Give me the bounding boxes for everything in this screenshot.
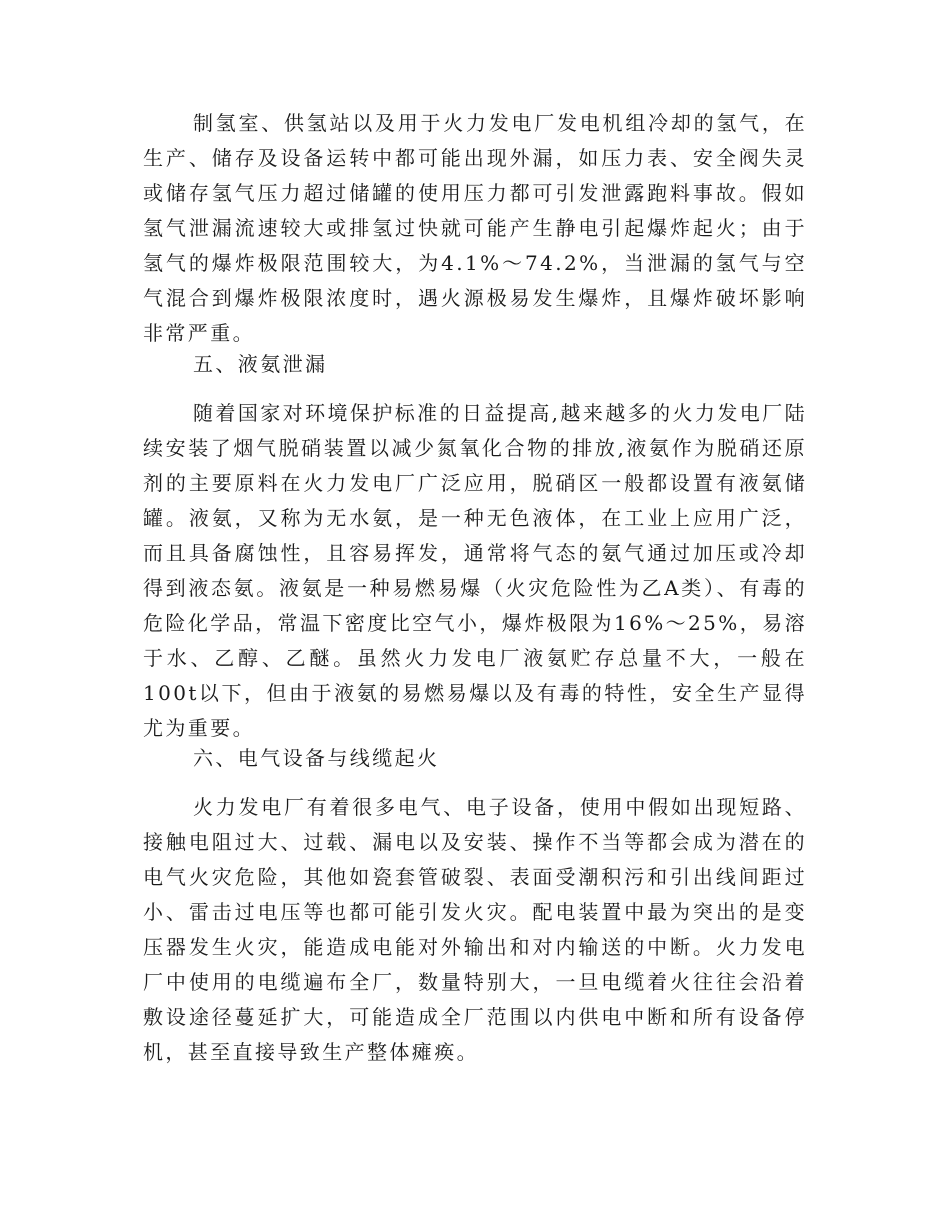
- paragraph-hydrogen-leak: 制氢室、供氢站以及用于火力发电厂发电机组冷却的氢气，在生产、储存及设备运转中都可能出现外漏，如压力表、安全阀失灵或储存氢气压力超过储罐的使用压力都可引发泄露跑料事故。假如氢气泄漏流速较大或排氢过快就可能产生静电引起爆炸起火；由于氢气的爆炸极限范围较大，为4.1%～74.2%，当泄漏的氢气与空气混合到爆炸极限浓度时，遇火源极易发生爆炸，且爆炸破坏影响非常严重。: [143, 111, 807, 345]
- section-heading-electrical-fire: 六、电气设备与线缆起火: [193, 746, 440, 770]
- section-heading-liquid-ammonia: 五、液氨泄漏: [193, 352, 328, 376]
- paragraph-electrical-fire: 火力发电厂有着很多电气、电子设备，使用中假如出现短路、接触电阻过大、过载、漏电以及安装、操作不当等都会成为潜在的电气火灾危险，其他如瓷套管破裂、表面受潮积污和引出线间距过小、雷击过电压等也都可能引发火灾。配电装置中最为突出的是变压器发生火灾，能造成电能对外输出和对内输送的中断。火力发电厂中使用的电缆遍布全厂，数量特别大，一旦电缆着火往往会沿着敷设途径蔓延扩大，可能造成全厂范围以内供电中断和所有设备停机，甚至直接导致生产整体瘫痪。: [143, 795, 807, 1064]
- paragraph-liquid-ammonia: 随着国家对环境保护标准的日益提高,越来越多的火力发电厂陆续安装了烟气脱硝装置以减少氮氧化合物的排放,液氨作为脱硝还原剂的主要原料在火力发电厂广泛应用，脱硝区一般都设置有液氨储罐。液氨，又称为无水氨，是一种无色液体，在工业上应用广泛，而且具备腐蚀性，且容易挥发，通常将气态的氨气通过加压或冷却得到液态氨。液氨是一种易燃易爆（火灾危险性为乙A类）、有毒的危险化学品，常温下密度比空气小，爆炸极限为16%～25%，易溶于水、乙醇、乙醚。虽然火力发电厂液氨贮存总量不大，一般在100t以下，但由于液氨的易燃易爆以及有毒的特性，安全生产显得尤为重要。: [143, 401, 807, 740]
